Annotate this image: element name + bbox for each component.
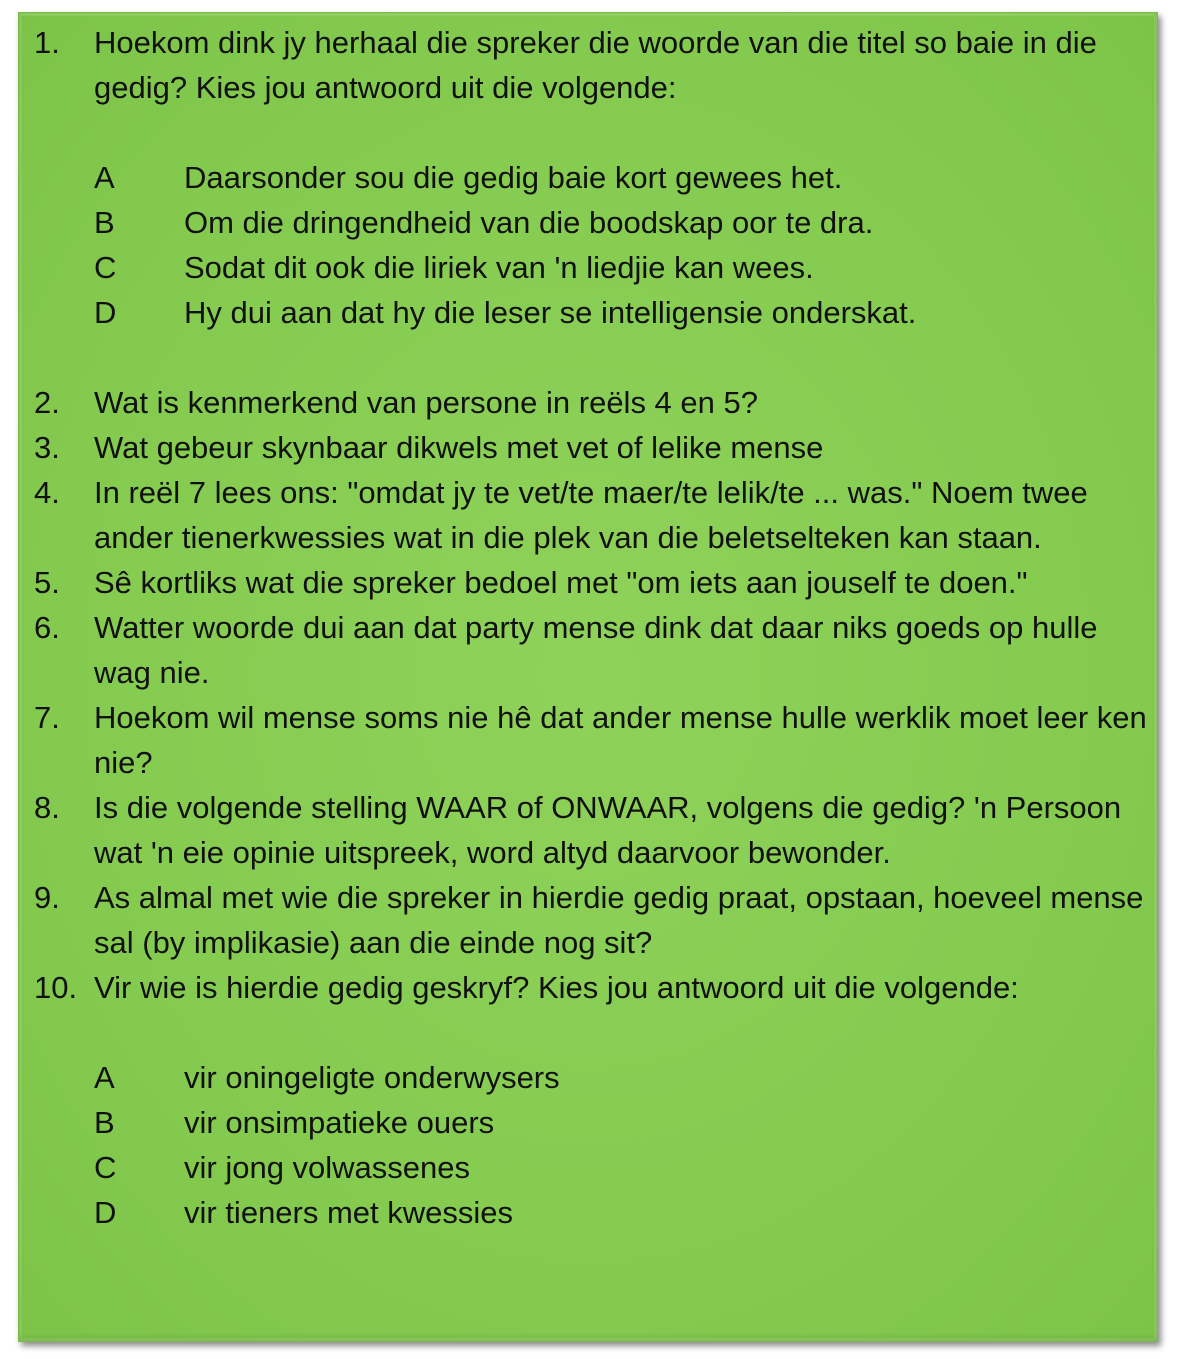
option-1c bbox=[34, 245, 1149, 290]
question-text: Is die volgende stelling WAAR of ONWAAR, volgens die gedig? 'n Persoon wat 'n eie opinie uitspreek, word altyd daarvoor bewonder. bbox=[94, 790, 1130, 870]
question-number: 2. bbox=[34, 385, 60, 420]
option-letter: D bbox=[94, 295, 117, 330]
spacer bbox=[34, 110, 1149, 155]
option-10c bbox=[34, 1145, 1149, 1190]
question-text: Wat is kenmerkend van persone in reëls 4 en 5? bbox=[94, 385, 758, 420]
question-1 bbox=[34, 20, 1149, 110]
question-number: 5. bbox=[34, 565, 60, 600]
option-1a bbox=[34, 155, 1149, 200]
question-number: 7. bbox=[34, 700, 60, 735]
question-9 bbox=[34, 875, 1153, 965]
question-10 bbox=[34, 965, 1149, 1010]
option-letter: D bbox=[94, 1195, 117, 1230]
option-text: Om die dringendheid van die boodskap oor te dra. bbox=[184, 205, 874, 240]
question-3 bbox=[34, 425, 1149, 470]
option-text: Hy dui aan dat hy die leser se intelligensie onderskat. bbox=[184, 295, 917, 330]
option-text: vir onsimpatieke ouers bbox=[184, 1105, 495, 1140]
option-10a bbox=[34, 1055, 1149, 1100]
option-1d bbox=[34, 290, 1149, 335]
question-text: Hoekom dink jy herhaal die spreker die woorde van die titel so baie in die gedig? Kies jou antwoord uit die volgende: bbox=[94, 25, 1106, 105]
option-1b bbox=[34, 200, 1149, 245]
question-2 bbox=[34, 380, 1149, 425]
question-number: 4. bbox=[34, 475, 60, 510]
question-number: 3. bbox=[34, 430, 60, 465]
option-letter: B bbox=[94, 1105, 115, 1140]
spacer bbox=[34, 1010, 1149, 1055]
question-4 bbox=[34, 470, 1149, 560]
question-number: 9. bbox=[34, 880, 60, 915]
option-letter: B bbox=[94, 205, 115, 240]
question-7 bbox=[34, 695, 1156, 785]
option-10d bbox=[34, 1190, 1149, 1235]
option-text: Daarsonder sou die gedig baie kort gewees het. bbox=[184, 160, 843, 195]
option-text: vir tieners met kwessies bbox=[184, 1195, 514, 1230]
question-number: 6. bbox=[34, 610, 60, 645]
question-card bbox=[18, 12, 1158, 1342]
question-text: Watter woorde dui aan dat party mense dink dat daar niks goeds op hulle wag nie. bbox=[94, 610, 1107, 690]
question-text: Sê kortliks wat die spreker bedoel met "om iets aan jouself te doen." bbox=[94, 565, 1028, 600]
option-letter: A bbox=[94, 160, 115, 195]
question-text: Wat gebeur skynbaar dikwels met vet of lelike mense bbox=[94, 430, 824, 465]
question-text: Vir wie is hierdie gedig geskryf? Kies jou antwoord uit die volgende: bbox=[94, 970, 1019, 1005]
option-10b bbox=[34, 1100, 1149, 1145]
question-number: 1. bbox=[34, 25, 60, 60]
question-text: In reël 7 lees ons: "omdat jy te vet/te maer/te lelik/te ... was." Noem twee ander tienerkwessies wat in die plek van die beletselteken kan staan. bbox=[94, 475, 1097, 555]
question-list bbox=[34, 20, 1156, 1235]
option-text: vir jong volwassenes bbox=[184, 1150, 471, 1185]
question-5 bbox=[34, 560, 1149, 605]
question-8 bbox=[34, 785, 1149, 875]
option-text: vir oningeligte onderwysers bbox=[184, 1060, 560, 1095]
question-text: Hoekom wil mense soms nie hê dat ander mense hulle werklik moet leer ken nie? bbox=[94, 700, 1156, 780]
option-letter: A bbox=[94, 1060, 115, 1095]
question-number: 10. bbox=[34, 970, 78, 1005]
question-6 bbox=[34, 605, 1149, 695]
option-text: Sodat dit ook die liriek van 'n liedjie kan wees. bbox=[184, 250, 814, 285]
spacer bbox=[34, 335, 1149, 380]
question-number: 8. bbox=[34, 790, 60, 825]
option-letter: C bbox=[94, 1150, 117, 1185]
option-letter: C bbox=[94, 250, 117, 285]
question-text: As almal met wie die spreker in hierdie gedig praat, opstaan, hoeveel mense sal (by implikasie) aan die einde nog sit? bbox=[94, 880, 1153, 960]
